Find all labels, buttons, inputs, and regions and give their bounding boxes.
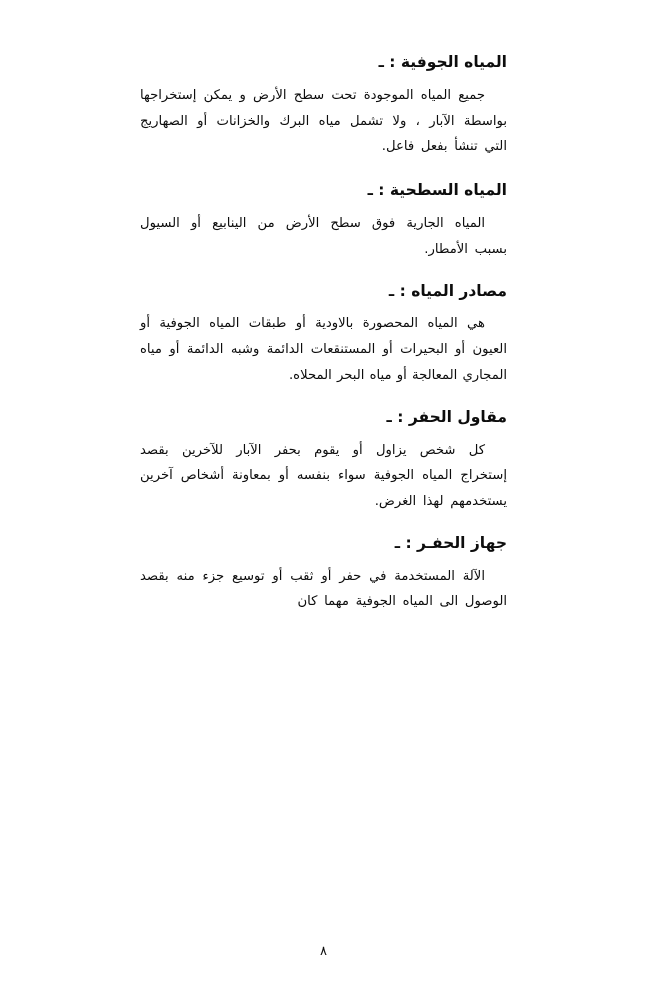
section-drilling-rig	[140, 533, 507, 615]
section-paragraph: المياه الجارية فوق سطح الأرض من الينابيع أو السيول بسبب الأمطار.	[140, 216, 507, 257]
section-drilling-contractor	[140, 407, 507, 515]
section-water-sources	[140, 281, 507, 389]
section-paragraph: هي المياه المحصورة بالاودية أو طبقات المياه الجوفية أو العيون أو البحيرات أو المستنقعات الدائمة وشبه الدائمة أو مياه المجاري المعالجة أو مياه البحر المحلاه.	[140, 316, 507, 383]
section-groundwater	[140, 52, 507, 160]
section-heading: مقاول الحفر : ـ	[386, 407, 507, 426]
section-paragraph: الآلة المستخدمة في حفر أو ثقب أو توسيع جزء منه بقصد الوصول الى المياه الجوفية مهما كان	[140, 568, 507, 610]
section-paragraph: كل شخص يزاول أو يقوم بحفر الآبار للآخرين بقصد إستخراج المياه الجوفية سواء بنفسه أو بمعاونة أشخاص آخرين يستخدمهم لهذا الغرض.	[140, 442, 507, 510]
page-number: ٨	[320, 944, 327, 959]
section-heading: مصادر المياه : ـ	[388, 281, 507, 300]
section-heading: المياه السطحية : ـ	[367, 181, 507, 200]
section-heading: جهاز الحفـر : ـ	[394, 533, 507, 552]
section-paragraph: جميع المياه الموجودة تحت سطح الأرض و يمكن إستخراجها بواسطة الآبار ، ولا تشمل مياه البرك والخزانات أو الصهاريج التي تنشأ بفعل فاعل.	[140, 87, 507, 155]
section-heading: المياه الجوفية : ـ	[378, 53, 507, 71]
section-surface-water	[140, 180, 507, 262]
